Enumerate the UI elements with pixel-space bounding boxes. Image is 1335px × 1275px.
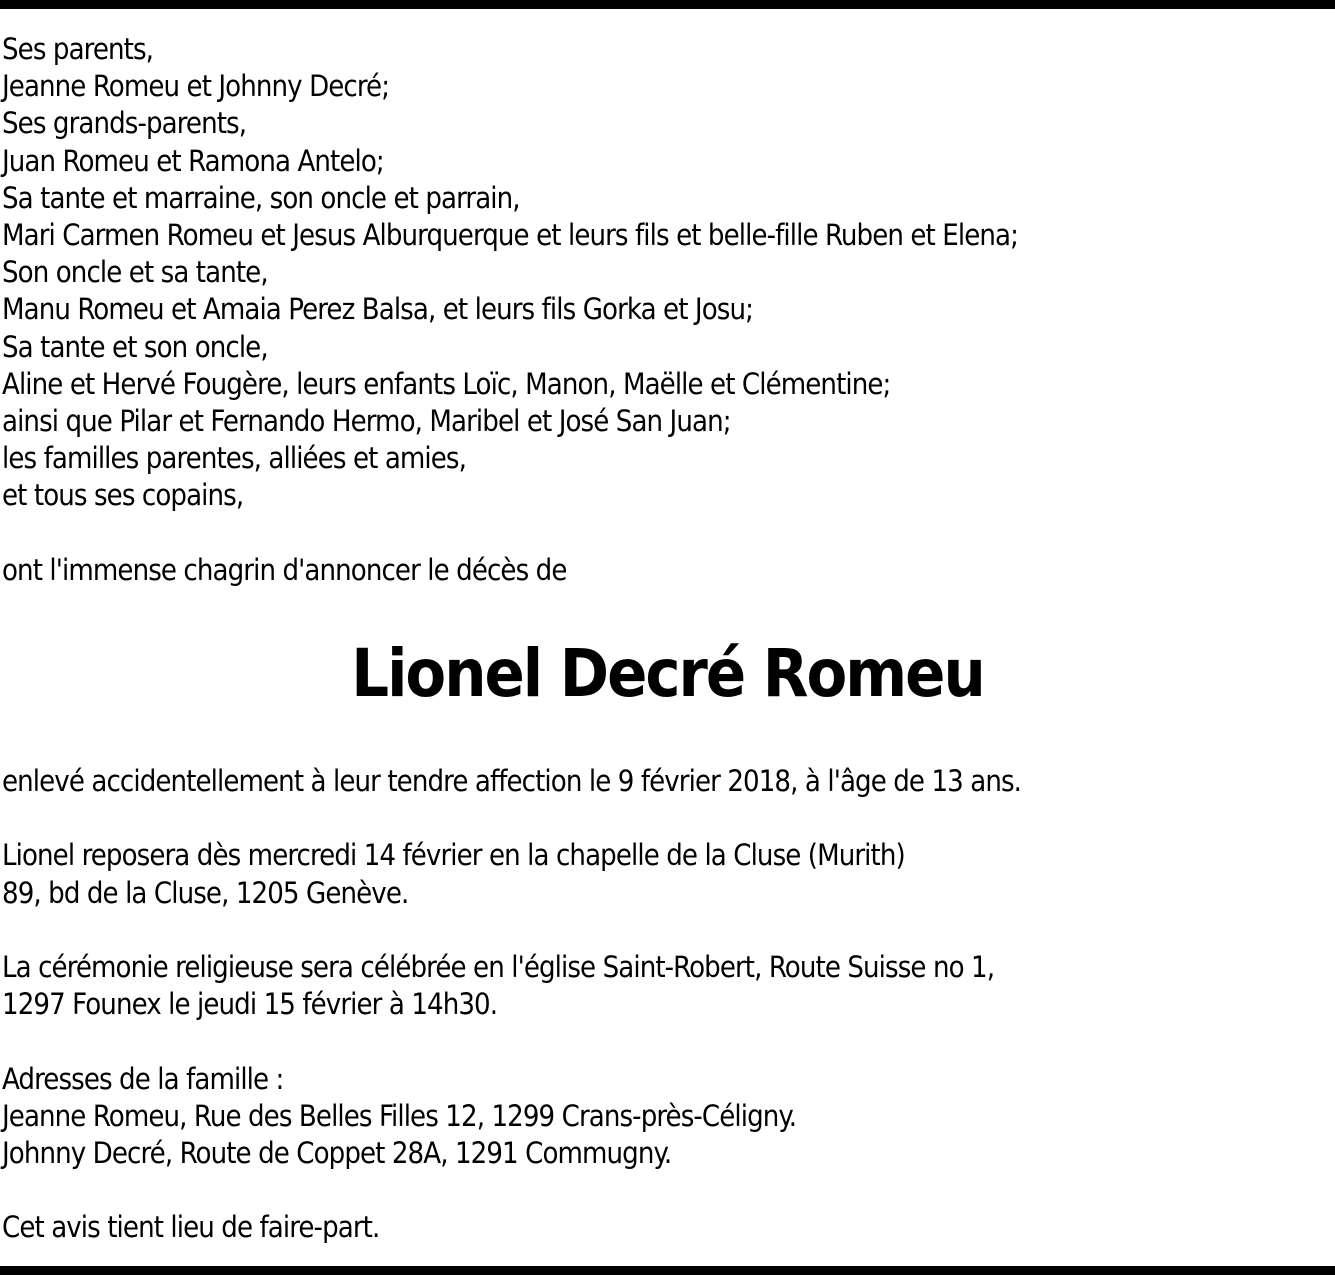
family-line: Manu Romeu et Amaia Perez Balsa, et leurs fils Gorka et Josu; <box>2 292 753 327</box>
announcement-text: ont l'immense chagrin d'annoncer le décès de <box>2 552 567 587</box>
addresses-heading: Adresses de la famille : <box>2 1061 284 1096</box>
family-line: Ses grands-parents, <box>2 106 247 141</box>
bottom-border-rule <box>0 1266 1335 1275</box>
family-line: Jeanne Romeu et Johnny Decré; <box>2 69 390 104</box>
spacer <box>2 800 1327 837</box>
spacer <box>2 515 1327 552</box>
viewing-line-2: 89, bd de la Cluse, 1205 Genève. <box>2 875 409 910</box>
family-line: Ses parents, <box>2 32 154 66</box>
details-section <box>2 763 1327 1247</box>
family-list <box>2 31 1327 589</box>
spacer <box>2 912 1327 949</box>
closing-text: Cet avis tient lieu de faire-part. <box>2 1210 380 1245</box>
deceased-name: Lionel Decré Romeu <box>351 635 984 712</box>
family-line: Juan Romeu et Ramona Antelo; <box>2 143 384 178</box>
family-line: et tous ses copains, <box>2 478 244 513</box>
ceremony-line-2: 1297 Founex le jeudi 15 février à 14h30. <box>2 987 498 1022</box>
address-line-2: Johnny Decré, Route de Coppet 28A, 1291 Commugny. <box>2 1135 672 1170</box>
family-line: Sa tante et son oncle, <box>2 329 268 364</box>
spacer <box>2 1023 1327 1060</box>
spacer <box>2 1172 1327 1209</box>
family-line: Aline et Hervé Fougère, leurs enfants Loïc, Manon, Maëlle et Clémentine; <box>2 366 891 401</box>
viewing-line-1: Lionel reposera dès mercredi 14 février en la chapelle de la Cluse (Murith) <box>2 838 905 873</box>
death-details: enlevé accidentellement à leur tendre affection le 9 février 2018, à l'âge de 13 ans. <box>2 764 1022 798</box>
family-line: Son oncle et sa tante, <box>2 255 268 290</box>
family-line: Mari Carmen Romeu et Jesus Alburquerque et leurs fils et belle-fille Ruben et Elena; <box>2 218 1018 253</box>
top-border-rule <box>0 0 1335 9</box>
address-line-1: Jeanne Romeu, Rue des Belles Filles 12, 1299 Crans-près-Céligny. <box>2 1098 797 1133</box>
family-line: les familles parentes, alliées et amies, <box>2 441 467 476</box>
family-line: ainsi que Pilar et Fernando Hermo, Maribel et José San Juan; <box>2 404 731 439</box>
ceremony-line-1: La cérémonie religieuse sera célébrée en l'église Saint-Robert, Route Suisse no 1, <box>2 949 995 984</box>
family-line: Sa tante et marraine, son oncle et parrain, <box>2 180 520 215</box>
